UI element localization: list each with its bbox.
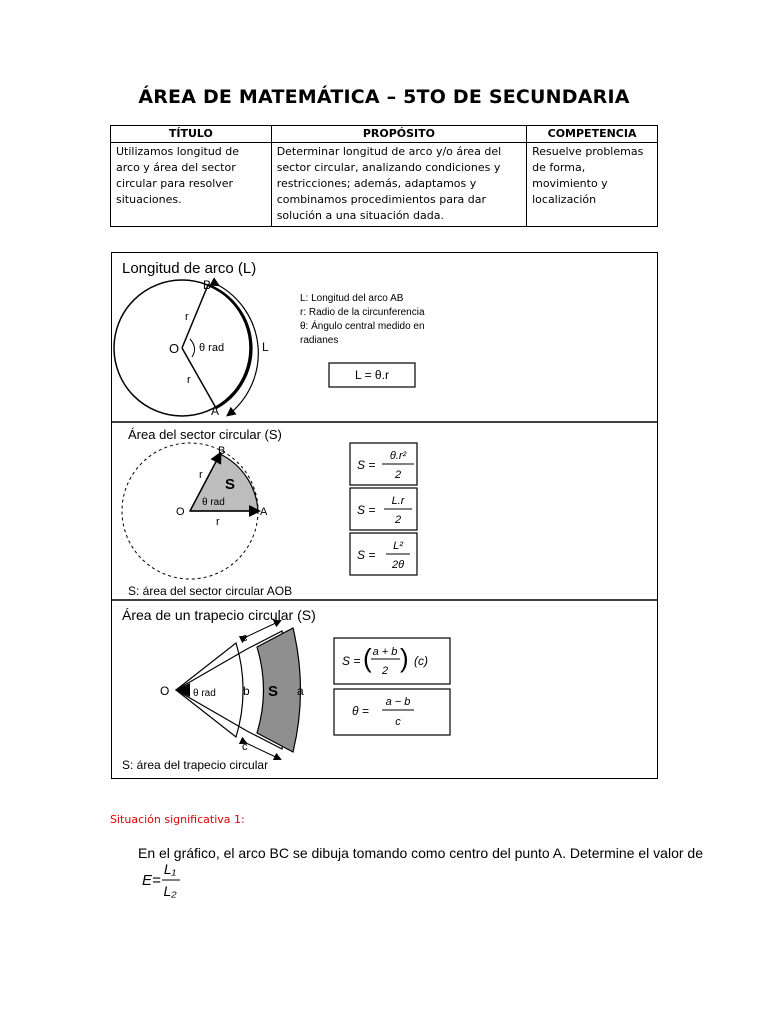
legend-line-3: θ: Ángulo central medido en [300,321,425,332]
situation-formula-den: L₂ [163,883,177,899]
sector-formula-2-den: 2 [394,514,402,526]
label-r-top: r [185,311,189,323]
info-table [110,125,658,227]
situation-formula-lhs: E= [142,872,161,889]
sector-formula-1-num: θ.r² [389,450,407,462]
sector-formulas [350,443,417,575]
label-b3: b [243,684,250,698]
sector-formula-3-den: 2θ [391,559,405,571]
sector-formula-3-num: L² [393,540,403,552]
label-a2: A [260,506,268,518]
cell-proposito: Determinar longitud de arco y/o área del sector circular, analizando condiciones y restricciones; además, adaptamos y combinamos procedimientos para dar solución a una situación dada. [271,143,526,227]
table-header-row [111,126,658,143]
label-theta2: θ rad [202,497,225,508]
table-row [111,143,658,227]
label-a3: a [297,684,304,698]
paren-right: ) [400,643,409,673]
trapezoid-formula-2-num: a − b [385,696,411,708]
header-proposito: PROPÓSITO [271,126,526,143]
arc-length-diagram [114,278,269,418]
legend-line-4: radianes [300,335,339,346]
label-c-bottom: c [242,741,248,753]
sector-formula-1-lhs: S = [357,458,376,472]
section3-heading: Área de un trapecio circular (S) [122,607,316,623]
formula-figure [111,252,658,779]
page-title: ÁREA DE MATEMÁTICA – 5TO DE SECUNDARIA [138,86,630,108]
label-c-top: c [242,632,248,644]
trapezoid-diagram [160,621,304,759]
section1-heading: Longitud de arco (L) [122,260,257,277]
label-s3: S [268,683,279,700]
trapezoid-formula-1-num: a + b [372,646,398,658]
sector-formula-2-num: L.r [391,495,405,507]
label-b: B [203,278,212,292]
angle-mark [190,339,195,357]
label-o3: O [160,684,170,698]
arc-legend [300,293,425,346]
header-competencia: COMPETENCIA [527,126,658,143]
trapezoid-formula-2-den: c [395,716,401,728]
sector-formula-2-lhs: S = [357,503,376,517]
situation-formula [140,860,200,907]
formula-figure-svg [112,253,657,778]
label-a: A [211,404,220,418]
situation-text: En el gráfico, el arco BC se dibuja tomando como centro del punto A. Determine el valor de [138,845,703,861]
header-titulo: TÍTULO [111,126,272,143]
sector-caption: S: área del sector circular AOB [128,584,293,598]
situation-formula-svg [140,860,200,902]
trapezoid-formula-1-den: 2 [381,665,389,677]
label-s2: S [225,476,236,493]
label-r2-top: r [199,469,203,481]
label-r2-bottom: r [216,516,220,528]
trapezoid-shape [257,628,301,752]
sector-formula-3-lhs: S = [357,548,376,562]
paren-left: ( [363,643,372,673]
label-theta3: θ rad [193,688,216,699]
legend-line-1: L: Longitud del arco AB [300,293,404,304]
trapezoid-formula-2-lhs: θ = [352,704,369,718]
label-theta: θ rad [199,342,225,354]
label-o2: O [176,506,185,518]
situation-formula-num: L₁ [163,861,177,877]
trapezoid-caption: S: área del trapecio circular [122,758,269,772]
situation-title: Situación significativa 1: [110,813,245,826]
cell-competencia: Resuelve problemas de forma, movimiento y localización [527,143,658,227]
label-b2: B [218,445,226,457]
trapezoid-formula-1-lhs: S = [342,654,361,668]
sector-formula-1-den: 2 [394,469,402,481]
label-r-bottom: r [187,374,191,386]
trapezoid-formula-1-tail: (c) [414,654,428,668]
label-o: O [169,341,180,356]
sector-diagram [122,443,268,579]
label-l: L [262,340,269,354]
arc-formula: L = θ.r [355,368,389,382]
trapezoid-formulas [334,638,450,735]
cell-titulo: Utilizamos longitud de arco y área del sector circular para resolver situaciones. [111,143,272,227]
legend-line-2: r: Radio de la circunferencia [300,307,425,318]
section2-heading: Área del sector circular (S) [128,427,282,442]
